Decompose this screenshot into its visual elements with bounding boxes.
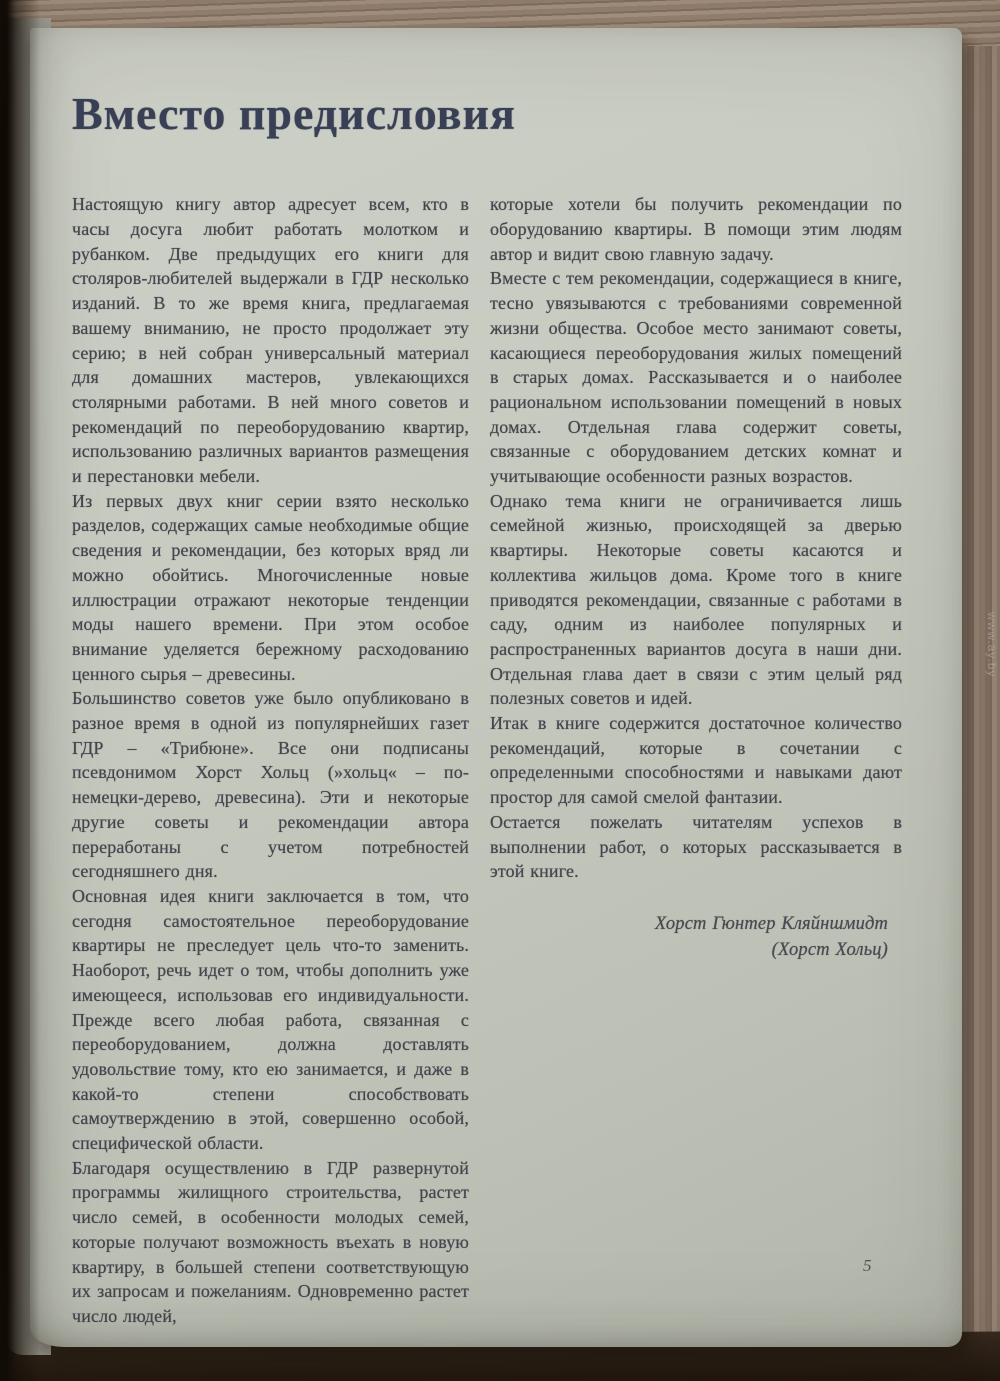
paragraph: Итак в книге содержится достаточное количество рекомендаций, которые в сочетании с определенными способностями и навыками дают простор для самой смелой фантазии. [490, 713, 902, 808]
paragraph: Остается пожелать читателям успехов в выполнении работ, о которых рассказывается в этой книге. [490, 811, 902, 882]
paragraph: Благодаря осуществлению в ГДР развернутой программы жилищного строительства, растет число семей, в особенности молодых семей, которые получают возможность въехать в новую квартиру, в большей степени соответствующую их запросам и пожеланиям. Одновременно растет число людей, [72, 1157, 469, 1326]
paragraph: которые хотели бы получить рекомендации по оборудованию квартиры. В помощи этим людям автор и видит свою главную задачу. [490, 194, 902, 264]
page-number: 5 [863, 1256, 872, 1275]
text-column-right [490, 192, 902, 1328]
page-content [30, 28, 962, 1347]
text-column-left [72, 192, 469, 1328]
author-pseudonym: (Хорст Хольц) [771, 939, 888, 960]
paragraph: Вместе с тем рекомендации, содержащиеся в книге, тесно увязываются с требованиями современной жизни общества. Особое место занимают советы, касающиеся переоборудования жилых помещений в старых домах. Рассказывается и о наиболее рациональном использовании помещений в новых домах. Отдельная глава содержит советы, связанные с оборудованием детских комнат и учитывающие особенности разных возрастов. [490, 268, 902, 487]
paragraph: Из первых двух книг серии взято несколько разделов, содержащих самые необходимые общие сведения и рекомендации, без которых вряд ли можно обойтись. Многочисленные новые иллюстрации отражают некоторые тенденции моды нашего времени. При этом особое внимание уделяется бережному расходованию ценного сырья – древесины. [72, 490, 469, 684]
watermark: www.ay.by [985, 612, 999, 678]
text-columns [72, 192, 962, 1328]
author-signature [490, 911, 902, 963]
paragraph: Однако тема книги не ограничивается лишь семейной жизнью, происходящей за дверью квартиры. Некоторые советы касаются и коллектива жильцов дома. Кроме того в книге приводятся рекомендации, связанные с работами в саду, одним из наиболее популярных и распространенных вариантов досуга в наши дни. Отдельная глава дает в связи с этим целый ряд полезных советов и идей. [490, 490, 902, 709]
paragraph: Большинство советов уже было опубликовано в разное время в одной из популярнейших газет ГДР – «Трибюне». Все они подписаны псевдонимом Хорст Хольц (»хольц« – по-немецки-дерево, древесина). Эти и некоторые другие советы и рекомендации автора переработаны с учетом потребностей сегодняшнего дня. [72, 688, 469, 882]
page-title: Вместо предисловия [72, 88, 516, 139]
paragraph: Настоящую книгу автор адресует всем, кто в часы досуга любит работать молотком и рубанком. Две предыдущих его книги для столяров-любителей выдержали в ГДР несколько изданий. В то же время книга, предлагаемая вашему вниманию, не просто продолжает эту серию; в ней собран универсальный материал для домашних мастеров, увлекающихся столярными работами. В ней много советов и рекомендаций по переоборудованию квартир, использованию различных вариантов размещения и перестановки мебели. [72, 194, 469, 487]
book-page [30, 28, 962, 1347]
paragraph: Основная идея книги заключается в том, что сегодня самостоятельное переоборудование квартиры не преследует цель что-то заменить. Наоборот, речь идет о том, чтобы дополнить уже имеющееся, использовав его индивидуальности. Прежде всего любая работа, связанная с переоборудованием, должна доставлять удовольствие тому, кто ею занимается, и даже в какой-то степени способствовать самоутверждению в этой, совершенно особой, специфической области. [72, 885, 469, 1154]
author-name: Хорст Гюнтер Кляйншмидт [654, 913, 888, 934]
spine-gutter-shadow [0, 0, 40, 1381]
